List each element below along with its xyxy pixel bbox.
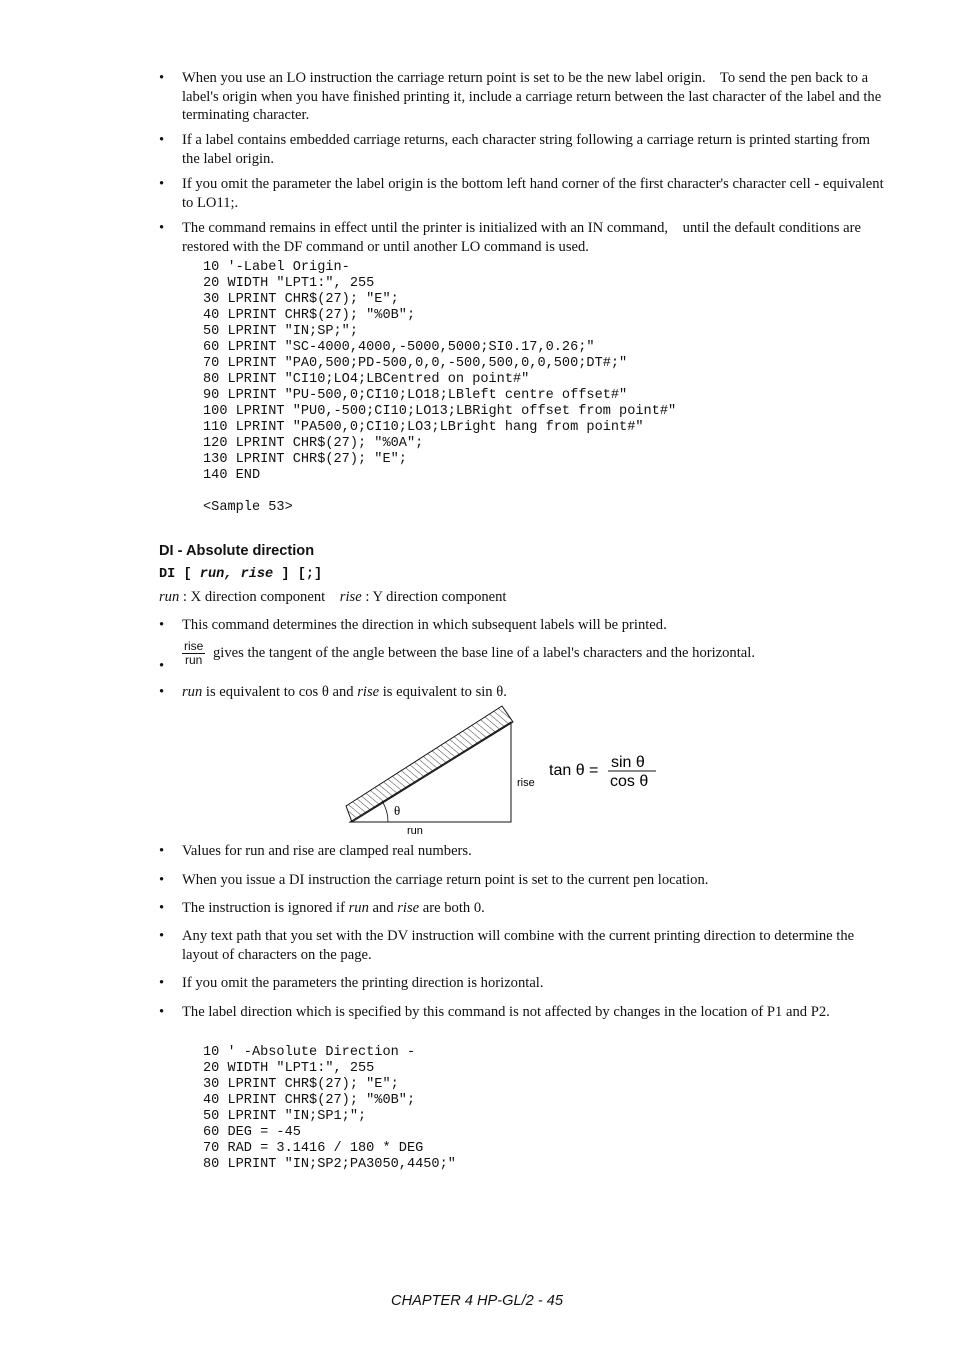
rise-over-run-fraction: [182, 640, 205, 667]
bullet-dot: •: [159, 975, 165, 991]
bullet-dot: •: [159, 176, 165, 192]
bullet-text: [182, 683, 885, 702]
angle-arc: [382, 801, 388, 822]
bullet-dot: •: [159, 70, 165, 86]
ignored-text-c: and: [368, 900, 398, 916]
ignored-text-e: are both 0.: [419, 900, 485, 916]
bullet-dot: •: [159, 843, 165, 859]
run-term: run: [182, 684, 203, 700]
bullet-di-5: [159, 871, 885, 890]
param-run-name: run: [159, 589, 180, 605]
section-heading: DI - Absolute direction: [159, 543, 315, 559]
bullet-lo-3: [159, 175, 885, 212]
run-label: run: [407, 825, 423, 837]
bullet-text: Any text path that you set with the DV instruction will combine with the current printing direction to determine the layout of characters on the page.: [182, 928, 855, 963]
bullet-text: If a label contains embedded carriage returns, each character string following a carriage return is printed starting from the label origin.: [182, 132, 871, 167]
tan-formula-label: tan θ =: [549, 762, 599, 779]
command-syntax: [159, 567, 322, 582]
bullet-di-7: [159, 927, 885, 964]
bullet-dot: •: [159, 220, 165, 236]
bullet-text: The label direction which is specified by this command is not affected by changes in the location of P1 and P2.: [182, 1004, 830, 1020]
bullet-di-6: [159, 899, 885, 918]
fraction-numerator: rise: [184, 639, 204, 653]
run-term: run: [348, 900, 369, 916]
sample-caption: <Sample 53>: [203, 500, 293, 515]
bullet-di-3: [159, 683, 885, 702]
bullet-di-2: [159, 639, 885, 674]
syntax-suffix: ] [;]: [273, 567, 323, 582]
bullet-dot: •: [159, 132, 165, 148]
bullet-text: This command determines the direction in which subsequent labels will be printed.: [182, 617, 667, 633]
parameter-description: [159, 589, 507, 606]
bullet-text: If you omit the parameters the printing direction is horizontal.: [182, 975, 544, 991]
fraction-explanation: gives the tangent of the angle between the base line of a label's characters and the horizontal.: [209, 644, 755, 661]
fraction-denominator: run: [185, 653, 203, 667]
syntax-params: run, rise: [199, 567, 274, 582]
rise-label: rise: [517, 777, 535, 789]
ignored-text-a: The instruction is ignored if: [182, 900, 349, 916]
bullet-lo-4: [159, 219, 885, 256]
param-rise-text: : Y direction component: [361, 589, 507, 605]
bullet-text: Values for run and rise are clamped real numbers.: [182, 843, 472, 859]
code-sample-label-origin: 10 '-Label Origin- 20 WIDTH "LPT1:", 255 30 LPRINT CHR$(27); "E"; 40 LPRINT CHR$(27); "%0B"; 50 LPRINT "IN;SP;"; 60 LPRINT "SC-4000,4000,-5000,5000;SI0.17,0.26;" 70 LPRINT "PA0,500;PD-500,0,0,-500,500,0,0,500;DT#;" 80 LPRINT "CI10;LO4;LBCentred on point#" 90 LPRINT "PU-500,0;CI10;LO18;LBleft centre offset#" 100 LPRINT "PU0,-500;CI10;LO13;LBRight offset from point#" 110 LPRINT "PA500,0;CI10;LO3;LBright hang from point#" 120 LPRINT CHR$(27); "%0A"; 130 LPRINT CHR$(27); "E"; 140 END: [203, 260, 677, 483]
syntax-prefix: DI [: [159, 567, 200, 582]
bullet-di-4: [159, 842, 885, 861]
bullet-text: [182, 899, 885, 918]
bullet-di-9: [159, 1003, 885, 1022]
rise-term: rise: [397, 900, 420, 916]
code-sample-absolute-direction: 10 ' -Absolute Direction - 20 WIDTH "LPT1:", 255 30 LPRINT CHR$(27); "E"; 40 LPRINT CHR$(27); "%0B"; 50 LPRINT "IN;SP1;"; 60 DEG = -45 70 RAD = 3.1416 / 180 * DEG 80 LPRINT "IN;SP2;PA3050,4450;": [203, 1045, 456, 1172]
page-footer: CHAPTER 4 HP-GL/2 - 45: [391, 1293, 563, 1309]
cos-text: is equivalent to cos θ and: [202, 684, 358, 700]
param-rise-name: rise: [339, 589, 362, 605]
sin-label: sin θ: [611, 754, 645, 771]
bullet-di-1: [159, 616, 885, 635]
bullet-text: When you issue a DI instruction the carriage return point is set to the current pen location.: [182, 872, 709, 888]
bullet-di-8: [159, 974, 885, 993]
cos-label: cos θ: [610, 773, 649, 790]
direction-triangle-diagram: [340, 700, 670, 840]
bullet-dot: •: [159, 658, 165, 674]
bullet-dot: •: [159, 928, 165, 944]
bullet-text: If you omit the parameter the label origin is the bottom left hand corner of the first character's character cell - equivalent to LO11;.: [182, 176, 884, 211]
param-run-text: : X direction component: [179, 589, 326, 605]
bullet-dot: •: [159, 1004, 165, 1020]
bullet-text: [182, 640, 885, 667]
theta-label: θ: [394, 803, 401, 818]
bullet-lo-2: [159, 131, 885, 168]
bullet-text: When you use an LO instruction the carriage return point is set to be the new label origin. To send the pen back to a label's origin when you have finished printing it, include a carriage return between the last character of the label and the terminating character.: [182, 70, 882, 123]
bullet-dot: •: [159, 872, 165, 888]
rise-term: rise: [357, 684, 380, 700]
bullet-text: The command remains in effect until the printer is initialized with an IN command, until the default conditions are restored with the DF command or until another LO command is used.: [182, 220, 861, 255]
bullet-dot: •: [159, 684, 165, 700]
label-baseline-bar: [346, 706, 513, 822]
bullet-dot: •: [159, 617, 165, 633]
bullet-lo-1: [159, 69, 885, 125]
sin-text: is equivalent to sin θ.: [379, 684, 507, 700]
bullet-dot: •: [159, 900, 165, 916]
